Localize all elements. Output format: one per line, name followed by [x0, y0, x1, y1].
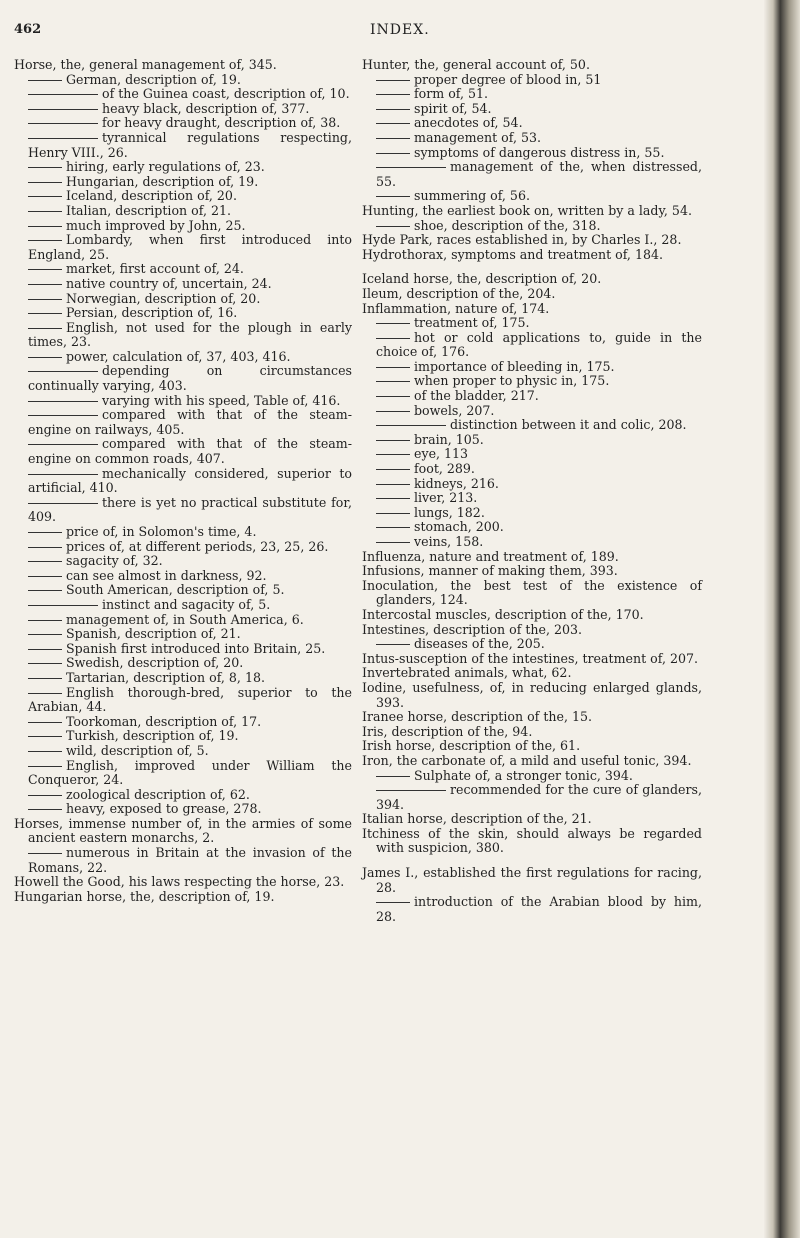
entry-text: Inflammation, nature of, 174. — [362, 300, 550, 316]
index-entry — [362, 710, 702, 725]
entry-text: compared with that of the steam-engine on railways, 405. — [28, 407, 352, 437]
ditto-dash — [28, 736, 62, 737]
ditto-dash — [28, 109, 98, 110]
entry-text: Influenza, nature and treatment of, 189. — [362, 548, 619, 564]
ditto-dash — [28, 328, 62, 329]
entry-text: Hunting, the earliest book on, written by a lady, 54. — [362, 202, 692, 218]
page-number: 462 — [14, 22, 42, 37]
entry-text: Norwegian, description of, 20. — [66, 290, 261, 306]
entry-text: shoe, description of the, 318. — [414, 217, 601, 233]
ditto-dash — [376, 196, 410, 197]
index-subentry — [362, 520, 702, 535]
index-subentry — [14, 671, 352, 686]
ditto-dash — [376, 902, 410, 903]
entry-text: summering of, 56. — [414, 188, 530, 204]
entry-text: Intercostal muscles, description of the, 170. — [362, 606, 644, 622]
index-entry — [362, 827, 702, 856]
index-entry — [362, 608, 702, 623]
entry-text: of the bladder, 217. — [414, 388, 539, 404]
ditto-dash — [28, 561, 62, 562]
index-subentry — [14, 802, 352, 817]
entry-text: market, first account of, 24. — [66, 261, 244, 277]
index-subentry — [14, 233, 352, 262]
index-subentry — [14, 744, 352, 759]
entry-text: Itchiness of the skin, should always be regarded with suspicion, 380. — [362, 825, 702, 856]
entry-text: native country of, uncertain, 24. — [66, 275, 272, 291]
entry-text: management of the, when distressed, 55. — [376, 159, 702, 189]
entry-text: price of, in Solomon's time, 4. — [66, 524, 257, 539]
ditto-dash — [376, 425, 446, 426]
index-entry — [362, 739, 702, 754]
index-subentry — [14, 189, 352, 204]
index-entry — [362, 725, 702, 740]
index-subentry — [362, 637, 702, 652]
ditto-dash — [376, 776, 410, 777]
index-subentry — [362, 73, 702, 88]
index-subentry — [14, 87, 352, 102]
ditto-dash — [28, 722, 62, 723]
index-entry — [362, 866, 702, 895]
index-subentry — [14, 262, 352, 277]
index-subentry — [14, 598, 352, 613]
entry-text: Intestines, description of the, 203. — [362, 621, 583, 637]
ditto-dash — [28, 547, 62, 548]
entry-text: Hungarian, description of, 19. — [66, 173, 259, 189]
ditto-dash — [28, 80, 62, 81]
index-subentry — [14, 394, 352, 409]
index-entry — [362, 287, 702, 302]
ditto-dash — [28, 167, 62, 168]
ditto-dash — [28, 299, 62, 300]
entry-text: James I., established the first regulations for racing, 28. — [362, 865, 702, 895]
index-subentry — [14, 102, 352, 117]
entry-text: instinct and sagacity of, 5. — [102, 596, 271, 612]
ditto-dash — [28, 474, 98, 475]
index-subentry — [14, 292, 352, 307]
index-subentry — [362, 506, 702, 521]
index-entry — [362, 666, 702, 681]
entry-text: symptoms of dangerous distress in, 55. — [414, 144, 665, 160]
entry-text: Intus-susception of the intestines, treatment of, 207. — [362, 650, 698, 666]
index-subentry — [362, 462, 702, 477]
ditto-dash — [28, 269, 62, 270]
entry-text: hiring, early regulations of, 23. — [66, 159, 265, 175]
entry-text: brain, 105. — [414, 431, 484, 447]
ditto-dash — [28, 284, 62, 285]
ditto-dash — [376, 513, 410, 514]
entry-text: importance of bleeding in, 175. — [414, 358, 615, 374]
entry-text: heavy, exposed to grease, 278. — [66, 801, 262, 817]
entry-text: English, not used for the plough in early times, 23. — [28, 319, 352, 350]
index-subentry — [14, 116, 352, 131]
ditto-dash — [28, 620, 62, 621]
ditto-dash — [28, 415, 98, 416]
index-subentry — [14, 467, 352, 496]
index-subentry — [14, 131, 352, 160]
index-subentry — [362, 389, 702, 404]
entry-text: stomach, 200. — [414, 519, 504, 535]
index-entry — [362, 550, 702, 565]
index-entry — [362, 623, 702, 638]
entry-text: Inoculation, the best test of the existence of glanders, 124. — [362, 577, 702, 608]
entry-text: power, calculation of, 37, 403, 416. — [66, 348, 291, 364]
index-subentry — [362, 331, 702, 360]
ditto-dash — [28, 576, 62, 577]
entry-text: numerous in Britain at the invasion of the Romans, 22. — [28, 845, 352, 875]
ditto-dash — [376, 94, 410, 95]
index-subentry — [14, 175, 352, 190]
index-column-right — [362, 58, 702, 924]
entry-text: Italian horse, description of the, 21. — [362, 811, 592, 827]
ditto-dash — [28, 123, 98, 124]
ditto-dash — [376, 226, 410, 227]
entry-text: depending on circumstances continually varying, 403. — [28, 363, 352, 394]
index-subentry — [14, 73, 352, 88]
ditto-dash — [376, 80, 410, 81]
ditto-dash — [28, 357, 62, 358]
ditto-dash — [28, 211, 62, 212]
index-subentry — [362, 535, 702, 550]
entry-text: Ileum, description of the, 204. — [362, 285, 556, 301]
entry-text: Iodine, usefulness, of, in reducing enlarged glands, 393. — [362, 679, 702, 710]
ditto-dash — [28, 795, 62, 796]
entry-text: Howell the Good, his laws respecting the horse, 23. — [14, 874, 345, 890]
index-entry — [14, 58, 352, 73]
ditto-dash — [376, 484, 410, 485]
index-entry — [14, 817, 352, 846]
entry-text: zoological description of, 62. — [66, 786, 250, 802]
index-subentry — [14, 350, 352, 365]
index-entry — [14, 875, 352, 890]
index-subentry — [14, 759, 352, 788]
index-entry — [362, 681, 702, 710]
ditto-dash — [28, 649, 62, 650]
ditto-dash — [28, 226, 62, 227]
entry-text: lungs, 182. — [414, 504, 485, 520]
entry-text: Spanish, description of, 21. — [66, 626, 241, 642]
ditto-dash — [28, 138, 98, 139]
ditto-dash — [376, 790, 446, 791]
index-subentry — [14, 729, 352, 744]
entry-text: compared with that of the steam-engine on common roads, 407. — [28, 436, 352, 467]
entry-text: varying with his speed, Table of, 416. — [102, 392, 341, 408]
entry-text: Horse, the, general management of, 345. — [14, 57, 277, 72]
entry-text: there is yet no practical substitute for, 409. — [28, 494, 352, 525]
ditto-dash — [28, 371, 98, 372]
entry-text: introduction of the Arabian blood by him, 28. — [376, 894, 702, 924]
entry-text: Hungarian horse, the, description of, 19. — [14, 888, 275, 904]
index-subentry — [362, 116, 702, 131]
index-entry — [362, 272, 702, 287]
ditto-dash — [28, 678, 62, 679]
ditto-dash — [376, 542, 410, 543]
entry-text: proper degree of blood in, 51 — [414, 71, 602, 87]
index-subentry — [362, 131, 702, 146]
entry-text: Tartarian, description of, 8, 18. — [66, 669, 265, 685]
entry-text: sagacity of, 32. — [66, 553, 163, 569]
entry-text: Infusions, manner of making them, 393. — [362, 563, 618, 579]
entry-text: for heavy draught, description of, 38. — [102, 115, 341, 131]
index-subentry — [14, 715, 352, 730]
index-subentry — [14, 627, 352, 642]
entry-text: diseases of the, 205. — [414, 636, 545, 652]
index-subentry — [14, 583, 352, 598]
entry-text: wild, description of, 5. — [66, 742, 209, 758]
index-subentry — [14, 204, 352, 219]
index-subentry — [14, 569, 352, 584]
ditto-dash — [376, 454, 410, 455]
ditto-dash — [376, 527, 410, 528]
index-entry — [362, 579, 702, 608]
ditto-dash — [28, 605, 98, 606]
ditto-dash — [376, 323, 410, 324]
index-subentry — [14, 540, 352, 555]
entry-text: Swedish, description of, 20. — [66, 655, 244, 671]
entry-text: Hunter, the, general account of, 50. — [362, 57, 590, 72]
index-subentry — [14, 408, 352, 437]
entry-text: when proper to physic in, 175. — [414, 373, 610, 389]
entry-text: Toorkoman, description of, 17. — [66, 713, 262, 729]
ditto-dash — [28, 663, 62, 664]
running-title: INDEX. — [370, 22, 430, 38]
ditto-dash — [28, 240, 62, 241]
index-subentry — [14, 525, 352, 540]
ditto-dash — [376, 123, 410, 124]
index-subentry — [14, 160, 352, 175]
ditto-dash — [376, 138, 410, 139]
index-subentry — [362, 895, 702, 924]
index-subentry — [362, 360, 702, 375]
entry-text: veins, 158. — [414, 534, 484, 549]
index-subentry — [362, 146, 702, 161]
index-subentry — [362, 374, 702, 389]
index-subentry — [362, 491, 702, 506]
entry-text: mechanically considered, superior to artificial, 410. — [28, 465, 352, 496]
entry-text: tyrannical regulations respecting, Henry VIII., 26. — [28, 129, 352, 160]
index-entry — [362, 564, 702, 579]
ditto-dash — [28, 532, 62, 533]
index-subentry — [362, 447, 702, 462]
ditto-dash — [376, 644, 410, 645]
index-subentry — [362, 87, 702, 102]
ditto-dash — [376, 153, 410, 154]
entry-text: much improved by John, 25. — [66, 217, 246, 233]
ditto-dash — [28, 590, 62, 591]
index-subentry — [14, 277, 352, 292]
ditto-dash — [376, 498, 410, 499]
entry-text: Lombardy, when first introduced into England, 25. — [28, 232, 352, 262]
entry-text: Iris, description of the, 94. — [362, 723, 533, 739]
ditto-dash — [28, 766, 62, 767]
entry-text: heavy black, description of, 377. — [102, 100, 310, 116]
index-subentry — [362, 316, 702, 331]
ditto-dash — [28, 751, 62, 752]
entry-text: German, description of, 19. — [66, 71, 241, 87]
ditto-dash — [28, 853, 62, 854]
ditto-dash — [376, 396, 410, 397]
ditto-dash — [376, 367, 410, 368]
index-entry — [362, 754, 702, 769]
index-subentry — [14, 321, 352, 350]
entry-text: treatment of, 175. — [414, 315, 530, 331]
entry-text: distinction between it and colic, 208. — [450, 417, 687, 433]
entry-text: Sulphate of, a stronger tonic, 394. — [414, 767, 633, 783]
index-subentry — [14, 364, 352, 393]
entry-text: English, improved under William the Conqueror, 24. — [28, 757, 352, 788]
index-subentry — [362, 404, 702, 419]
entry-text: Italian, description of, 21. — [66, 202, 231, 218]
index-subentry — [14, 554, 352, 569]
entry-text: kidneys, 216. — [414, 475, 499, 491]
ditto-dash — [28, 401, 98, 402]
entry-text: Spanish first introduced into Britain, 25. — [66, 640, 326, 656]
index-subentry — [362, 102, 702, 117]
ditto-dash — [376, 338, 410, 339]
index-entry — [362, 204, 702, 219]
entry-text: bowels, 207. — [414, 402, 495, 418]
ditto-dash — [28, 313, 62, 314]
index-entry — [362, 58, 702, 73]
entry-text: South American, description of, 5. — [66, 582, 285, 598]
ditto-dash — [28, 809, 62, 810]
index-entry — [362, 248, 702, 263]
index-subentry — [14, 306, 352, 321]
entry-text: Iranee horse, description of the, 15. — [362, 709, 592, 725]
entry-text: Invertebrated animals, what, 62. — [362, 665, 572, 681]
index-entry — [362, 233, 702, 248]
ditto-dash — [376, 411, 410, 412]
ditto-dash — [376, 381, 410, 382]
entry-text: foot, 289. — [414, 461, 475, 477]
index-entry — [362, 302, 702, 317]
entry-text: prices of, at different periods, 23, 25, 26. — [66, 538, 329, 554]
entry-text: Hydrothorax, symptoms and treatment of, 184. — [362, 246, 663, 262]
entry-text: Turkish, description of, 19. — [66, 728, 239, 744]
index-subentry — [14, 846, 352, 875]
index-subentry — [362, 160, 702, 189]
entry-text: anecdotes of, 54. — [414, 115, 523, 131]
ditto-dash — [28, 94, 98, 95]
entry-text: Iceland horse, the, description of, 20. — [362, 271, 602, 287]
page-edge-shadow — [764, 0, 800, 1238]
entry-text: recommended for the cure of glanders, 394. — [376, 782, 702, 812]
index-column-left — [14, 58, 352, 904]
ditto-dash — [28, 196, 62, 197]
page-header — [0, 22, 764, 52]
index-subentry — [362, 783, 702, 812]
index-subentry — [362, 433, 702, 448]
index-subentry — [14, 613, 352, 628]
ditto-dash — [376, 469, 410, 470]
ditto-dash — [376, 167, 446, 168]
entry-text: Iceland, description of, 20. — [66, 188, 237, 204]
entry-text: hot or cold applications to, guide in the choice of, 176. — [376, 329, 702, 360]
index-subentry — [362, 219, 702, 234]
index-subentry — [14, 642, 352, 657]
entry-text: can see almost in darkness, 92. — [66, 567, 267, 583]
index-entry — [362, 652, 702, 667]
index-entry — [362, 812, 702, 827]
entry-text: Horses, immense number of, in the armies of some ancient eastern monarchs, 2. — [14, 815, 352, 846]
index-subentry — [14, 656, 352, 671]
entry-text: Irish horse, description of the, 61. — [362, 738, 581, 754]
entry-text: Hyde Park, races established in, by Charles I., 28. — [362, 232, 682, 248]
index-subentry — [14, 788, 352, 803]
index-subentry — [14, 686, 352, 715]
entry-text: management of, in South America, 6. — [66, 611, 304, 627]
ditto-dash — [28, 634, 62, 635]
ditto-dash — [28, 693, 62, 694]
entry-text: of the Guinea coast, description of, 10. — [102, 86, 350, 102]
ditto-dash — [28, 503, 98, 504]
ditto-dash — [28, 182, 62, 183]
index-subentry — [14, 219, 352, 234]
index-subentry — [14, 496, 352, 525]
index-subentry — [362, 477, 702, 492]
index-subentry — [362, 418, 702, 433]
entry-text: English thorough-bred, superior to the Arabian, 44. — [28, 684, 352, 715]
ditto-dash — [28, 444, 98, 445]
entry-text: management of, 53. — [414, 129, 541, 145]
index-subentry — [362, 769, 702, 784]
index-subentry — [362, 189, 702, 204]
ditto-dash — [376, 109, 410, 110]
index-entry — [14, 890, 352, 905]
entry-text: Persian, description of, 16. — [66, 305, 238, 321]
entry-text: Iron, the carbonate of, a mild and useful tonic, 394. — [362, 752, 692, 768]
entry-text: eye, 113 — [414, 446, 469, 462]
entry-text: spirit of, 54. — [414, 100, 492, 116]
ditto-dash — [376, 440, 410, 441]
index-subentry — [14, 437, 352, 466]
entry-text: form of, 51. — [414, 86, 489, 102]
entry-text: liver, 213. — [414, 490, 478, 506]
